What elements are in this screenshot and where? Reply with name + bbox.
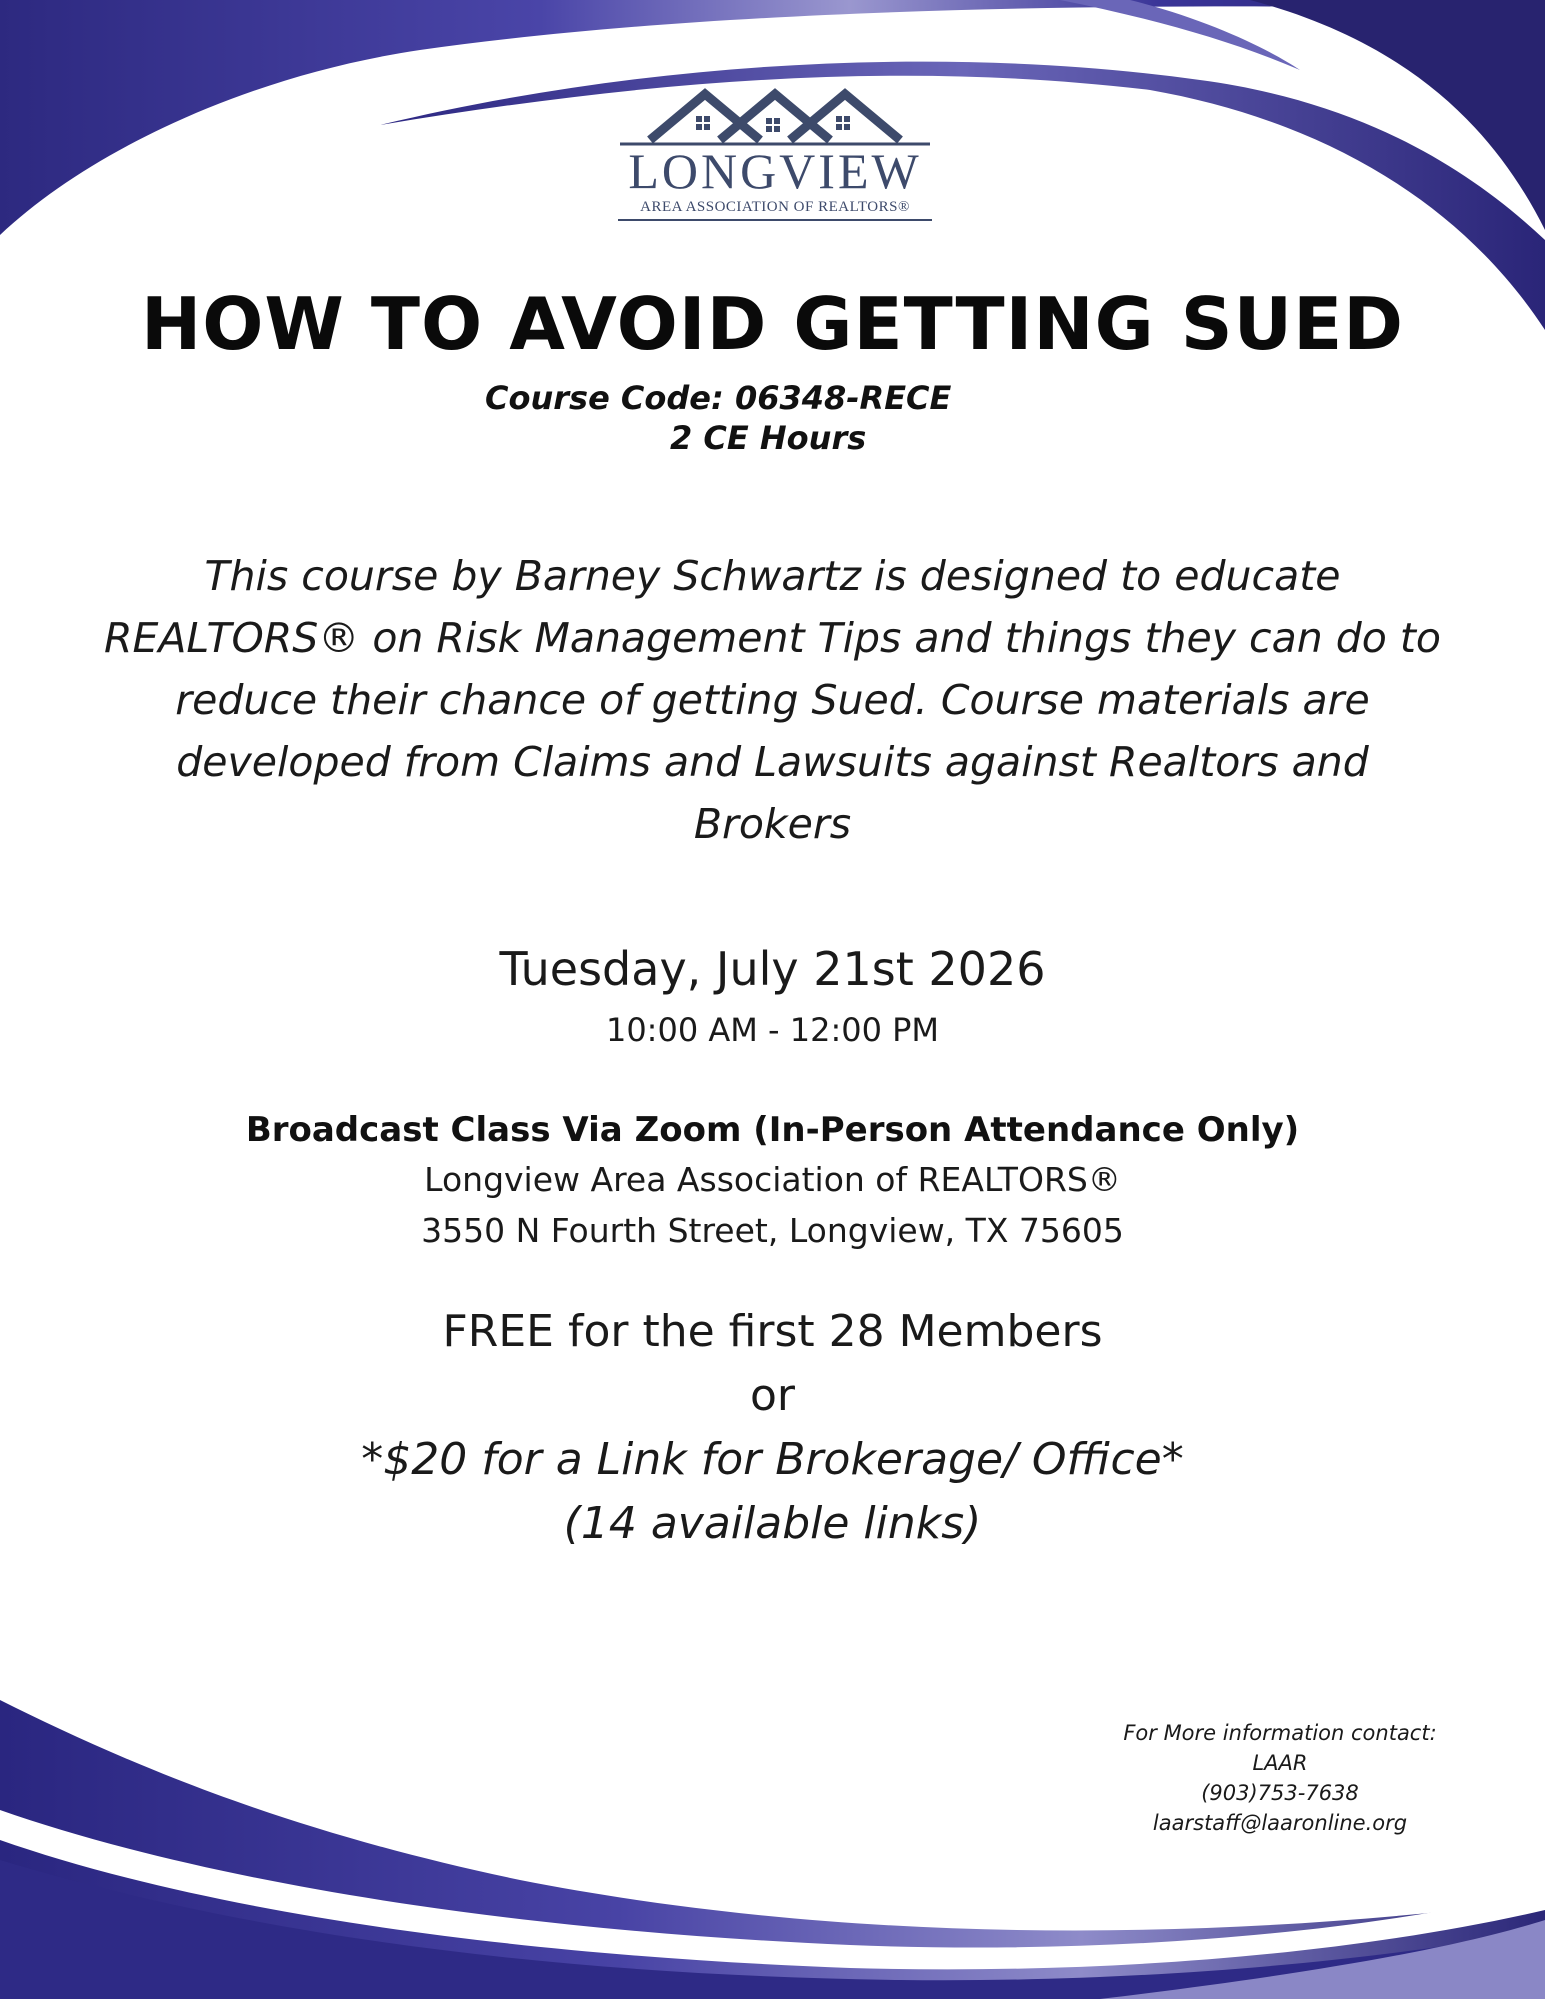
logo-underline [618,219,932,221]
price-link: *$20 for a Link for Brokerage/ Office* [361,1434,1184,1485]
contact-org: LAAR [1252,1751,1308,1775]
description-line: reduce their chance of getting Sued. Course materials are [175,676,1370,724]
description-line: Brokers [693,800,852,848]
contact-phone: (903)753-7638 [1201,1781,1359,1805]
event-time: 10:00 AM - 12:00 PM [605,1011,940,1049]
longview-logo [610,88,940,228]
logo-subtitle: AREA ASSOCIATION OF REALTORS® [640,199,910,215]
contact-heading: For More information contact: [1123,1721,1437,1745]
price-or: or [749,1370,795,1421]
course-description [20,545,1525,855]
price-free: FREE for the first 28 Members [442,1306,1103,1357]
description-line: REALTORS® on Risk Management Tips and things they can do to [103,614,1442,662]
price-available-links: (14 available links) [563,1498,982,1549]
description-line: developed from Claims and Lawsuits against Realtors and [176,738,1369,786]
contact-email: laarstaff@laaronline.org [1152,1811,1408,1835]
house-roof-icon [610,88,940,148]
event-date: Tuesday, July 21st 2026 [499,942,1046,996]
description-line: This course by Barney Schwartz is designed to educate [204,552,1341,600]
venue-address: 3550 N Fourth Street, Longview, TX 75605 [421,1211,1124,1250]
broadcast-note: Broadcast Class Via Zoom (In-Person Attendance Only) [245,1110,1300,1150]
contact-info [1100,1718,1460,1838]
pricing-block [0,1300,1545,1556]
page-title: HOW TO AVOID GETTING SUED [140,282,1405,366]
course-code: Course Code: 06348-RECE [485,379,952,417]
venue-name: Longview Area Association of REALTORS® [424,1160,1121,1199]
logo-wordmark: LONGVIEW [628,143,922,199]
ce-hours: 2 CE Hours [670,419,867,457]
